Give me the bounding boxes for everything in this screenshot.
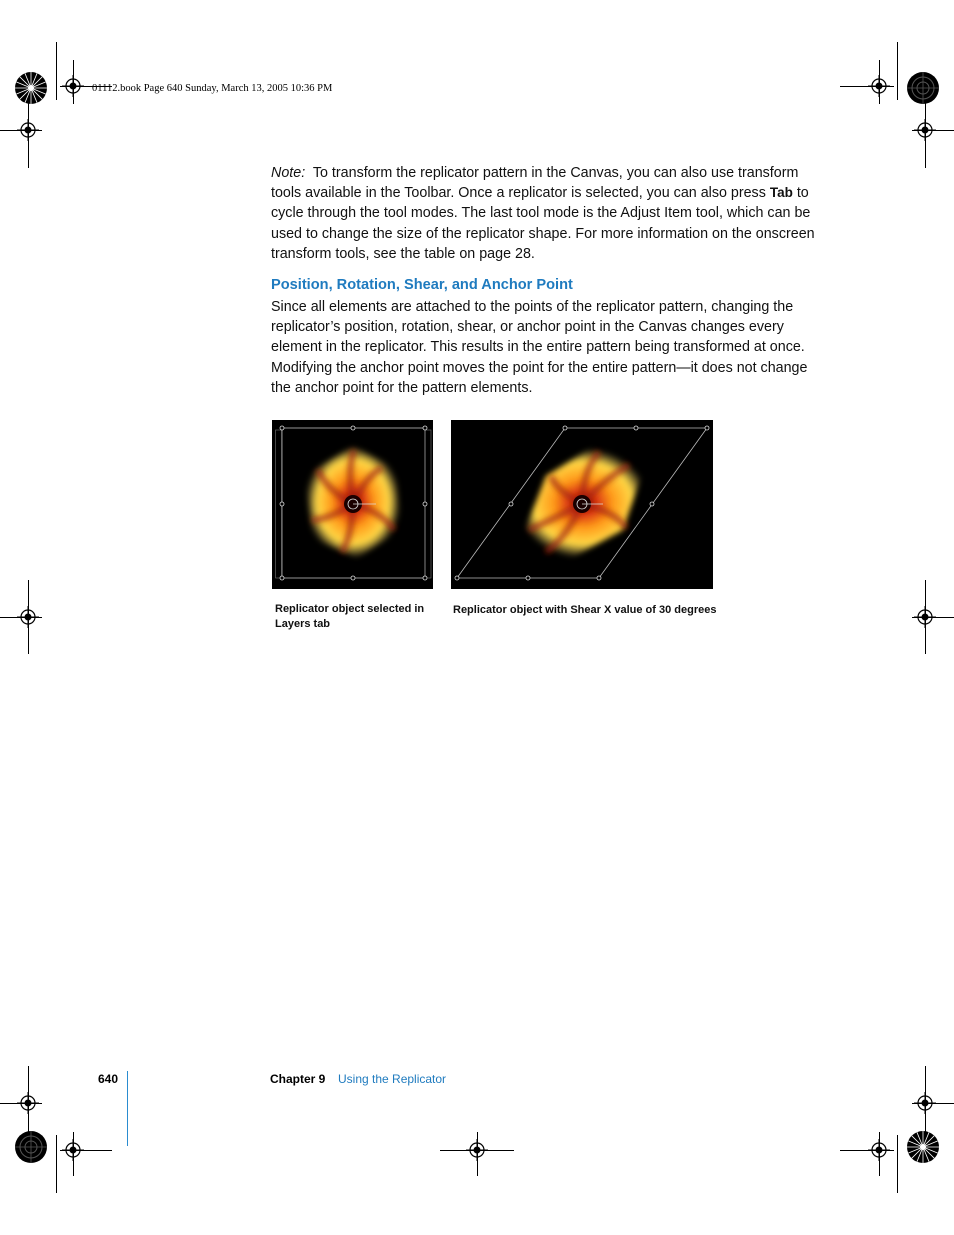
registration-mark bbox=[17, 119, 39, 141]
crop-line bbox=[56, 42, 57, 100]
registration-mark bbox=[62, 1139, 84, 1161]
registration-mark bbox=[868, 75, 890, 97]
note-text-end: to cycle through the tool modes. The last tool mode is the Adjust Item tool, which can be used to change the size of the replicator shape. For more information on the onscreen transform tools, see the table on page 28. bbox=[271, 185, 815, 262]
registration-mark bbox=[914, 606, 936, 628]
tab-key-name: Tab bbox=[769, 185, 793, 201]
figure-caption-selected: Replicator object selected in Layers tab bbox=[275, 603, 425, 630]
note-text-start: To transform the replicator pattern in the Canvas, you can also use transform tools available in the Toolbar. Once a replicator is selected, you can also press bbox=[271, 165, 799, 202]
registration-mark bbox=[466, 1139, 488, 1161]
crop-line bbox=[56, 1135, 57, 1193]
replicator-figure-sheared bbox=[451, 420, 713, 589]
footer-chapter-label: Chapter 9 bbox=[270, 1072, 326, 1086]
star-target-mark bbox=[906, 1130, 940, 1164]
replicator-pattern-image bbox=[272, 420, 433, 589]
section-heading: Position, Rotation, Shear, and Anchor Point bbox=[271, 277, 573, 293]
replicator-figure-selected bbox=[272, 420, 433, 589]
star-target-mark bbox=[14, 1130, 48, 1164]
footer-divider bbox=[127, 1071, 128, 1146]
page-number: 640 bbox=[98, 1072, 119, 1086]
registration-mark bbox=[914, 1092, 936, 1114]
registration-mark bbox=[62, 75, 84, 97]
book-info-line: 01112.book Page 640 Sunday, March 13, 2005 10:36 PM bbox=[92, 83, 333, 94]
figure-caption-sheared: Replicator object with Shear X value of 30 degrees bbox=[453, 604, 717, 616]
registration-mark bbox=[17, 606, 39, 628]
note-label: Note: bbox=[271, 165, 306, 181]
crop-line bbox=[897, 1135, 898, 1193]
section-paragraph: Since all elements are attached to the points of the replicator pattern, changing the replicator’s position, rotation, shear, or anchor point in the Canvas changes every element in the replicator. This results in the entire pattern being transformed at once. Modifying the anchor point moves the point for the entire pattern—it does not change the anchor point for the pattern elements. bbox=[271, 299, 808, 396]
note-paragraph bbox=[271, 163, 831, 264]
footer-chapter-title: Using the Replicator bbox=[338, 1072, 447, 1086]
crop-line bbox=[897, 42, 898, 100]
registration-mark bbox=[868, 1139, 890, 1161]
registration-mark bbox=[17, 1092, 39, 1114]
star-target-mark bbox=[14, 71, 48, 105]
replicator-pattern-sheared-image bbox=[451, 420, 713, 589]
registration-mark bbox=[914, 119, 936, 141]
star-target-mark bbox=[906, 71, 940, 105]
